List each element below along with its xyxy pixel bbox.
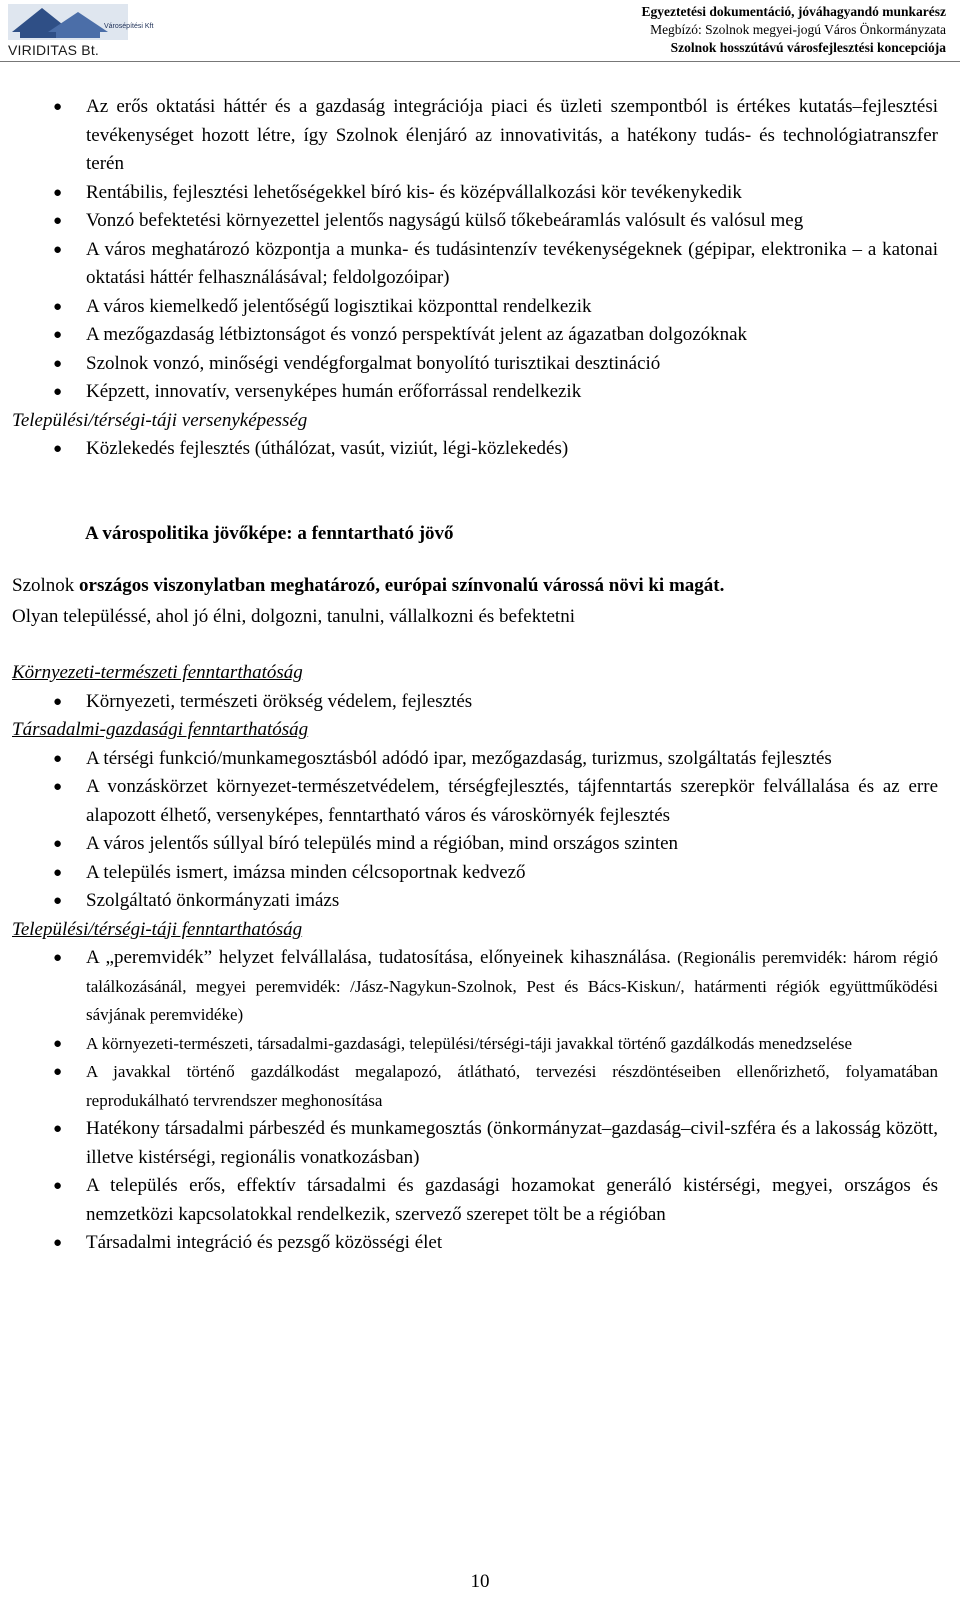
environment-list — [12, 688, 938, 717]
competitiveness-list — [12, 435, 938, 464]
list-item: ● Az erős oktatási háttér és a gazdaság integrációja piaci és üzleti szempontból is értékes kutatás–fejlesztési tevékenységet hozott létre, így Szolnok élenjáró az innovativitás, a hatékony tudás- és technológiatranszfer terén — [53, 96, 938, 174]
header-rule — [0, 61, 960, 62]
list-item: ● A mezőgazdaság létbiztonságot és vonzó perspektívát jelent az ágazatban dolgozóknak — [53, 324, 748, 345]
list-item: ● A térségi funkció/munkamegosztásból adódó ipar, mezőgazdaság, turizmus, szolgáltatás fejlesztés — [53, 747, 832, 769]
list-item: ● A város meghatározó központja a munka- és tudásintenzív tevékenységeknek (gépipar, elektronika – a katonai oktatási háttér felhasználásával; feldolgozóipar) — [53, 238, 938, 288]
list-item: ● A környezeti-természeti, társadalmi-gazdasági, települési/térségi-táji javakkal történő gazdálkodás menedzselése — [53, 1033, 853, 1053]
subsection-heading: Társadalmi-gazdasági fenntarthatóság — [12, 719, 309, 740]
list-item: ● Környezeti, természeti örökség védelem, fejlesztés — [53, 690, 473, 712]
list-item: ● A vonzáskörzet környezet-természetvédelem, térségfejlesztés, tájfenntartás szerepkör felvállalása és az erre alapozott élhető, versenyképes, fenntartható város és városkörnyék fejlesztés — [53, 776, 938, 826]
vision-title: A várospolitika jövőképe: a fenntartható jövő — [85, 522, 454, 544]
header-info — [642, 3, 947, 57]
list-item: ● Társadalmi integráció és pezsgő közösségi élet — [53, 1232, 443, 1253]
house-logo-icon — [8, 2, 154, 42]
strengths-list — [12, 93, 938, 407]
doc-title: Szolnok hosszútávú városfejlesztési koncepciója — [670, 40, 946, 55]
list-item: ● A „peremvidék” helyzet felvállalása, tudatosítása, előnyeinek kihasználása. (Regionális peremvidék: három régió találkozásánál, megyei peremvidék: /Jász-Nagykun-Szolnok, Pest és Bács-Kiskun/, határmenti régiók együttműködési sávjának peremvidéke) — [53, 947, 938, 1024]
svg-text:Városépítési Kft: Városépítési Kft — [104, 23, 154, 30]
list-item: ● Szolgáltató önkormányzati imázs — [53, 890, 340, 911]
list-item: ● Közlekedés fejlesztés (úthálózat, vasút, viziút, légi-közlekedés) — [53, 438, 569, 459]
page-number: 10 — [470, 1571, 490, 1592]
document-body — [12, 93, 938, 1258]
list-item: ● A város jelentős súllyal bíró település mind a régióban, mind országos szinten — [53, 833, 679, 854]
section-heading: Települési/térségi-táji versenyképesség — [12, 409, 308, 431]
vision-paragraph-continued: Olyan településsé, ahol jó élni, dolgozni, tanulni, vállalkozni és befektetni — [12, 605, 575, 627]
territorial-list — [12, 944, 938, 1258]
list-item: ● A település ismert, imázsa minden célcsoportnak kedvező — [53, 861, 526, 883]
company-logo — [8, 2, 154, 58]
list-item: ● Hatékony társadalmi párbeszéd és munkamegosztás (önkormányzat–gazdaság–civil-szféra és a lakosság között, illetve kistérségi, regionális vonatkozásban) — [53, 1118, 938, 1168]
subsection-heading: Környezeti-természeti fenntarthatóság — [12, 662, 303, 683]
page-header — [0, 0, 960, 60]
vision-paragraph: Szolnok országos viszonylatban meghatározó, európai színvonalú várossá növi ki magát. — [12, 575, 725, 596]
client: Megbízó: Szolnok megyei-jogú Város Önkormányzata — [650, 22, 946, 37]
doc-type: Egyeztetési dokumentáció, jóváhagyandó munkarész — [641, 4, 946, 19]
subsection-heading: Települési/térségi-táji fenntarthatóság — [12, 918, 303, 940]
list-item: ● A település erős, effektív társadalmi és gazdasági hozamokat generáló kistérségi, megyei, országos és nemzetközi kapcsolatokkal rendelkezik, szervező szerepet tölt be a régióban — [53, 1175, 938, 1225]
list-item: ● A javakkal történő gazdálkodást megalapozó, átlátható, tervezési részdöntéseiben ellenőrizhető, folyamatában reprodukálható tervrendszer meghonosítása — [53, 1062, 938, 1110]
company-name: VIRIDITAS Bt. — [8, 42, 100, 58]
list-item: ● A város kiemelkedő jelentőségű logisztikai központtal rendelkezik — [53, 295, 592, 317]
list-item: ● Rentábilis, fejlesztési lehetőségekkel bíró kis- és középvállalkozási kör tevékenykedik — [53, 181, 742, 203]
list-item: ● Vonzó befektetési környezettel jelentős nagyságú külső tőkebeáramlás valósult és valósul meg — [53, 210, 804, 231]
socioeconomic-list — [12, 745, 938, 916]
list-item: ● Képzett, innovatív, versenyképes humán erőforrással rendelkezik — [53, 381, 582, 402]
list-item: ● Szolnok vonzó, minőségi vendégforgalmat bonyolító turisztikai desztináció — [53, 352, 661, 374]
